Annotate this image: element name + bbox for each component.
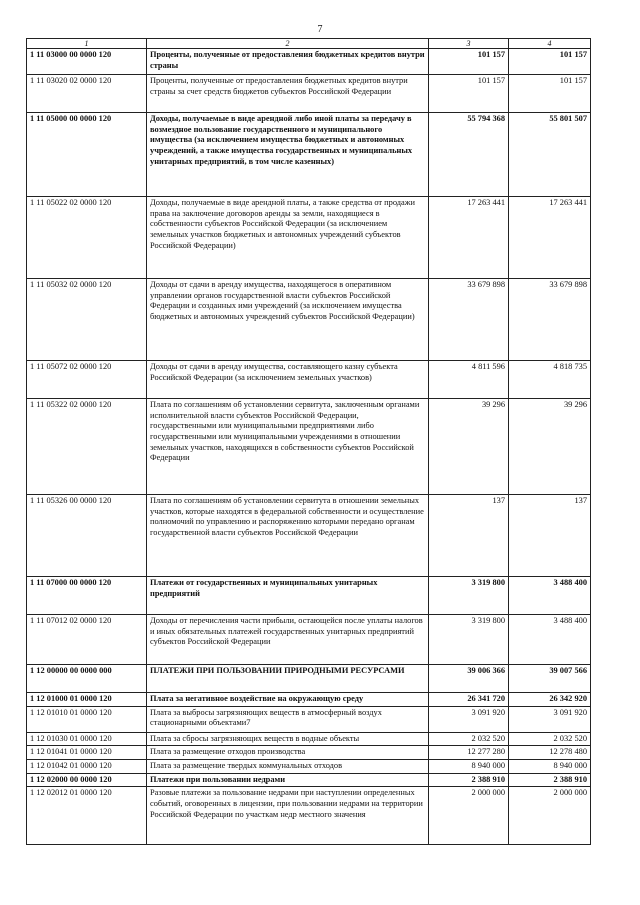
value-col3-cell: 33 679 898	[429, 279, 509, 361]
name-cell: Плата по соглашениям об установлении сервитута, заключенным органами исполнительной власти субъектов Российской Федерации, государственными или муниципальными предприятиями либо государственными или муниципальными учреждениями в отношении земельных участков, находящихся в собственности субъектов Российской Федерации	[147, 399, 429, 495]
name-cell: Доходы, получаемые в виде арендной платы, а также средства от продажи права на заключение договоров аренды за земли, находящиеся в собственности субъектов Российской Федерации (за исключением земельных участков бюджетных и автономных учреждений субъектов Российской Федерации)	[147, 197, 429, 279]
value-col4-cell: 101 157	[509, 75, 591, 113]
value-col4-cell: 3 488 400	[509, 615, 591, 665]
table-row	[27, 279, 591, 361]
table-row	[27, 361, 591, 399]
page-number: 7	[317, 24, 323, 35]
code-cell: 1 12 01010 01 0000 120	[27, 706, 147, 732]
table-header-row	[27, 39, 591, 49]
value-col4-cell: 2 000 000	[509, 787, 591, 845]
code-cell: 1 12 01000 01 0000 120	[27, 693, 147, 707]
value-col4-cell: 8 940 000	[509, 760, 591, 774]
value-col3-cell: 55 794 368	[429, 113, 509, 197]
table-row	[27, 495, 591, 577]
table-row	[27, 75, 591, 113]
name-cell: Доходы от сдачи в аренду имущества, составляющего казну субъекта Российской Федерации (за исключением земельных участков)	[147, 361, 429, 399]
value-col3-cell: 3 319 800	[429, 615, 509, 665]
code-cell: 1 11 05000 00 0000 120	[27, 113, 147, 197]
value-col3-cell: 2 000 000	[429, 787, 509, 845]
table-row	[27, 773, 591, 787]
column-header: 2	[147, 39, 429, 49]
value-col4-cell: 101 157	[509, 49, 591, 75]
code-cell: 1 12 00000 00 0000 000	[27, 665, 147, 693]
name-cell: ПЛАТЕЖИ ПРИ ПОЛЬЗОВАНИИ ПРИРОДНЫМИ РЕСУРСАМИ	[147, 665, 429, 693]
code-cell: 1 11 03020 02 0000 120	[27, 75, 147, 113]
table-row	[27, 113, 591, 197]
value-col4-cell: 2 032 520	[509, 732, 591, 746]
code-cell: 1 12 01030 01 0000 120	[27, 732, 147, 746]
value-col3-cell: 2 388 910	[429, 773, 509, 787]
value-col3-cell: 101 157	[429, 49, 509, 75]
name-cell: Плата за сбросы загрязняющих веществ в водные объекты	[147, 732, 429, 746]
value-col4-cell: 33 679 898	[509, 279, 591, 361]
name-cell: Плата за негативное воздействие на окружающую среду	[147, 693, 429, 707]
table-row	[27, 615, 591, 665]
column-header: 4	[509, 39, 591, 49]
code-cell: 1 12 02000 00 0000 120	[27, 773, 147, 787]
value-col4-cell: 3 488 400	[509, 577, 591, 615]
name-cell: Плата за размещение твердых коммунальных отходов	[147, 760, 429, 774]
name-cell: Платежи при пользовании недрами	[147, 773, 429, 787]
value-col4-cell: 39 296	[509, 399, 591, 495]
table-row	[27, 49, 591, 75]
name-cell: Доходы от сдачи в аренду имущества, находящегося в оперативном управлении органов государственной власти субъектов Российской Федерации и созданных ими учреждений (за исключением имущества бюджетных и автономных учреждений субъектов Российской Федерации)	[147, 279, 429, 361]
value-col4-cell: 55 801 507	[509, 113, 591, 197]
value-col4-cell: 12 278 480	[509, 746, 591, 760]
value-col4-cell: 26 342 920	[509, 693, 591, 707]
code-cell: 1 12 01042 01 0000 120	[27, 760, 147, 774]
table-row	[27, 577, 591, 615]
code-cell: 1 11 07012 02 0000 120	[27, 615, 147, 665]
table-row	[27, 197, 591, 279]
code-cell: 1 11 03000 00 0000 120	[27, 49, 147, 75]
code-cell: 1 11 05032 02 0000 120	[27, 279, 147, 361]
table-row	[27, 732, 591, 746]
value-col3-cell: 101 157	[429, 75, 509, 113]
value-col3-cell: 17 263 441	[429, 197, 509, 279]
value-col3-cell: 8 940 000	[429, 760, 509, 774]
code-cell: 1 11 05322 02 0000 120	[27, 399, 147, 495]
name-cell: Плата по соглашениям об установлении сервитута в отношении земельных участков, которые находятся в федеральной собственности и осуществление полномочий по управлению и распоряжению которыми передано органам государственной власти субъектов Российской Федерации	[147, 495, 429, 577]
code-cell: 1 11 05326 00 0000 120	[27, 495, 147, 577]
table-row	[27, 706, 591, 732]
table-row	[27, 665, 591, 693]
name-cell: Плата за выбросы загрязняющих веществ в атмосферный воздух стационарными объектами7	[147, 706, 429, 732]
value-col4-cell: 2 388 910	[509, 773, 591, 787]
table-row	[27, 399, 591, 495]
value-col4-cell: 39 007 566	[509, 665, 591, 693]
column-header: 1	[27, 39, 147, 49]
code-cell: 1 11 05022 02 0000 120	[27, 197, 147, 279]
code-cell: 1 12 01041 01 0000 120	[27, 746, 147, 760]
name-cell: Проценты, полученные от предоставления бюджетных кредитов внутри страны	[147, 49, 429, 75]
name-cell: Разовые платежи за пользование недрами при наступлении определенных событий, оговоренных в лицензии, при пользовании недрами на территории Российской Федерации по участкам недр местного значения	[147, 787, 429, 845]
value-col3-cell: 137	[429, 495, 509, 577]
name-cell: Доходы от перечисления части прибыли, остающейся после уплаты налогов и иных обязательных платежей государственных унитарных предприятий субъектов Российской Федерации	[147, 615, 429, 665]
table-row	[27, 787, 591, 845]
name-cell: Плата за размещение отходов производства	[147, 746, 429, 760]
value-col3-cell: 3 319 800	[429, 577, 509, 615]
value-col4-cell: 137	[509, 495, 591, 577]
value-col3-cell: 12 277 280	[429, 746, 509, 760]
code-cell: 1 11 07000 00 0000 120	[27, 577, 147, 615]
value-col4-cell: 3 091 920	[509, 706, 591, 732]
revenue-table	[26, 38, 591, 845]
value-col3-cell: 3 091 920	[429, 706, 509, 732]
value-col3-cell: 4 811 596	[429, 361, 509, 399]
code-cell: 1 11 05072 02 0000 120	[27, 361, 147, 399]
name-cell: Проценты, полученные от предоставления бюджетных кредитов внутри страны за счет средств бюджетов субъектов Российской Федерации	[147, 75, 429, 113]
code-cell: 1 12 02012 01 0000 120	[27, 787, 147, 845]
value-col4-cell: 17 263 441	[509, 197, 591, 279]
value-col3-cell: 2 032 520	[429, 732, 509, 746]
name-cell: Доходы, получаемые в виде арендной либо иной платы за передачу в возмездное пользование государственного и муниципального имущества (за исключением имущества бюджетных и автономных учреждений, а также имущества государственных и муниципальных унитарных предприятий, в том числе казенных)	[147, 113, 429, 197]
value-col4-cell: 4 818 735	[509, 361, 591, 399]
table-row	[27, 746, 591, 760]
column-header: 3	[429, 39, 509, 49]
table-row	[27, 760, 591, 774]
name-cell: Платежи от государственных и муниципальных унитарных предприятий	[147, 577, 429, 615]
value-col3-cell: 26 341 720	[429, 693, 509, 707]
table-row	[27, 693, 591, 707]
value-col3-cell: 39 006 366	[429, 665, 509, 693]
value-col3-cell: 39 296	[429, 399, 509, 495]
